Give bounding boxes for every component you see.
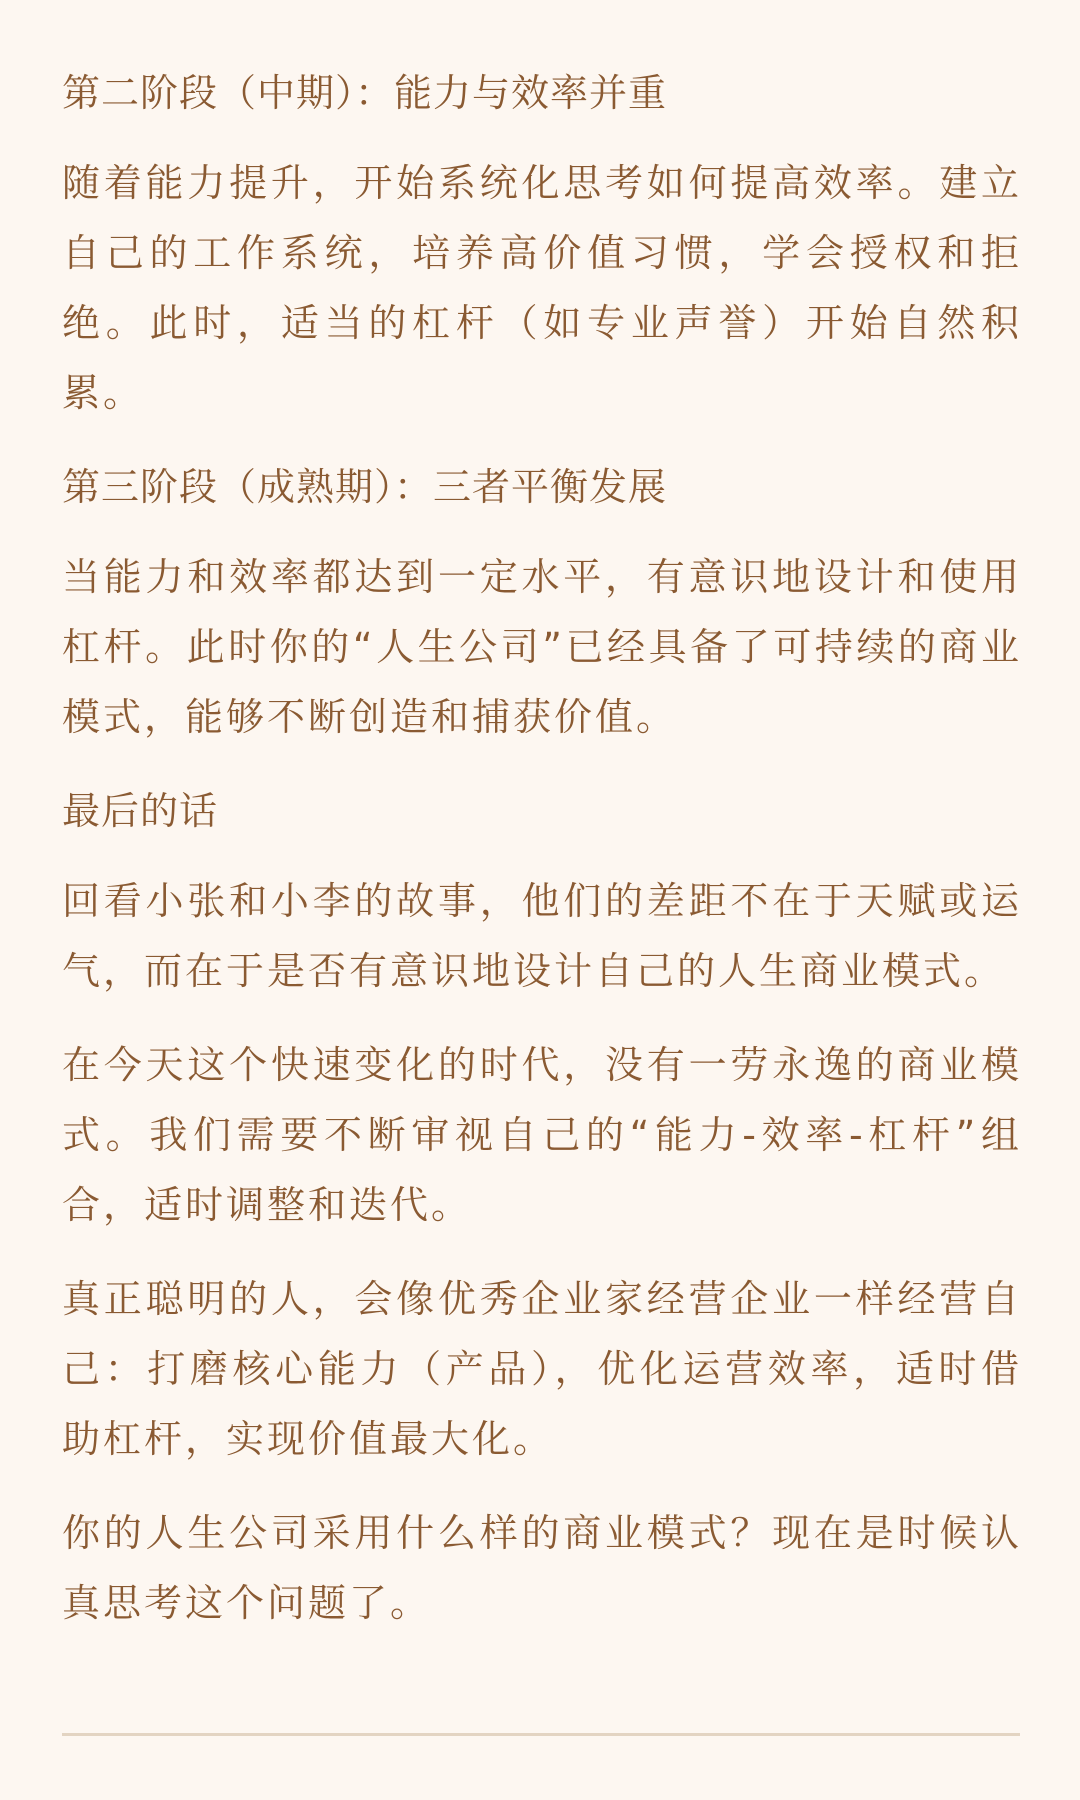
final-paragraph-1: 回看小张和小李的故事，他们的差距不在于天赋或运气，而在于是否有意识地设计自己的人生商业模式。 xyxy=(62,879,1022,993)
article-body xyxy=(62,58,1022,1662)
bottom-divider xyxy=(62,1733,1020,1736)
final-paragraph-3: 真正聪明的人，会像优秀企业家经营企业一样经营自己：打磨核心能力（产品），优化运营效率，适时借助杠杆，实现价值最大化。 xyxy=(62,1277,1022,1461)
stage3-heading: 第三阶段（成熟期）：三者平衡发展 xyxy=(62,465,668,509)
final-paragraph-4: 你的人生公司采用什么样的商业模式？现在是时候认真思考这个问题了。 xyxy=(62,1511,1022,1625)
stage2-heading: 第二阶段（中期）：能力与效率并重 xyxy=(62,71,668,115)
stage2-paragraph: 随着能力提升，开始系统化思考如何提高效率。建立自己的工作系统，培养高价值习惯，学会授权和拒绝。此时，适当的杠杆（如专业声誉）开始自然积累。 xyxy=(62,161,1022,415)
final-words-heading: 最后的话 xyxy=(62,789,219,833)
stage3-paragraph: 当能力和效率都达到一定水平，有意识地设计和使用杠杆。此时你的“人生公司”已经具备了可持续的商业模式，能够不断创造和捕获价值。 xyxy=(62,555,1022,739)
final-paragraph-2: 在今天这个快速变化的时代，没有一劳永逸的商业模式。我们需要不断审视自己的“能力-效率-杠杆”组合，适时调整和迭代。 xyxy=(62,1043,1022,1227)
